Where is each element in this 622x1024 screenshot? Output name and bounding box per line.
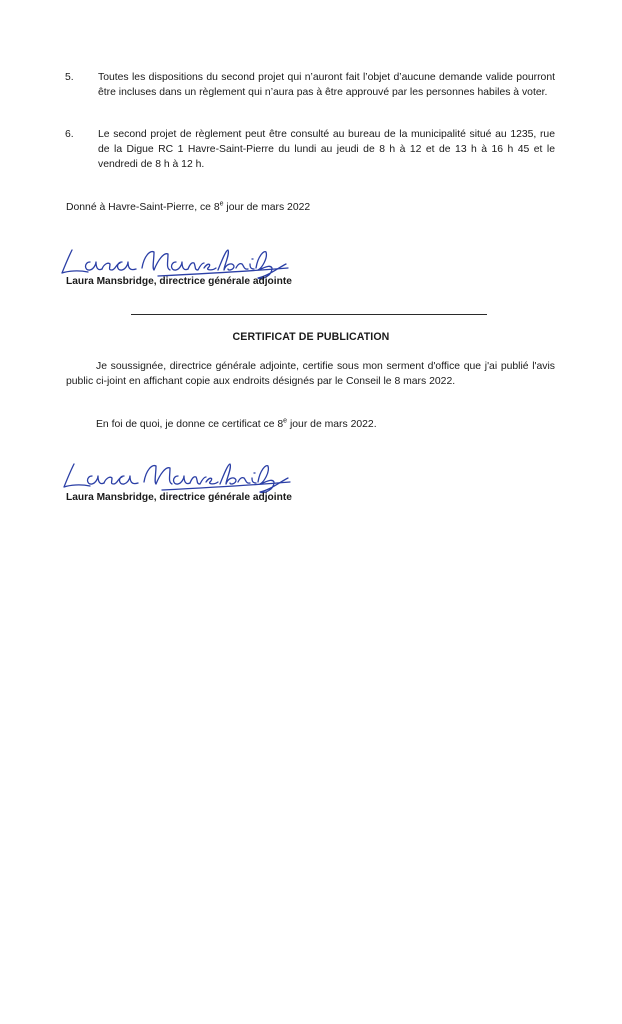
handwritten-signature-2 bbox=[58, 460, 318, 494]
cert-p2-suffix: jour de mars 2022. bbox=[287, 419, 377, 430]
given-prefix: Donné à Havre-Saint-Pierre, ce 8 bbox=[66, 202, 220, 213]
horizontal-divider bbox=[131, 314, 487, 315]
item-text: Toutes les dispositions du second projet qui n’auront fait l’objet d’aucune demande valide pourront être incluses dans un règlement qui n’aura pas à être approuvé par les personnes habiles à voter. bbox=[98, 72, 555, 98]
item-text: Le second projet de règlement peut être consulté au bureau de la municipalité situé au 1235, rue de la Digue RC 1 Havre-Saint-Pierre du lundi au jeudi de 8 h à 12 et de 13 h à 16 h 45 et le vendredi de 8 h à 12 h. bbox=[98, 129, 555, 170]
cert-p2-prefix: En foi de quoi, je donne ce certificat ce 8 bbox=[96, 419, 284, 430]
certificate-paragraph-2 bbox=[66, 417, 555, 432]
certificate-title: CERTIFICAT DE PUBLICATION bbox=[232, 331, 390, 343]
list-item-6 bbox=[63, 127, 555, 172]
given-sup: e bbox=[219, 200, 224, 208]
signature-drawing bbox=[58, 460, 318, 494]
item-number: 5. bbox=[65, 72, 74, 83]
signer-name-1: Laura Mansbridge, directrice générale adjointe bbox=[66, 276, 292, 287]
cert-p2-sup: e bbox=[283, 417, 288, 425]
handwritten-signature-1 bbox=[58, 246, 318, 280]
given-at-line bbox=[66, 200, 310, 215]
certificate-paragraph-1: Je soussignée, directrice générale adjointe, certifie sous mon serment d'office que j'ai publié l'avis public ci-joint en affichant copie aux endroits désignés par le Conseil le 8 mars 2022. bbox=[66, 361, 555, 387]
signer-name-2: Laura Mansbridge, directrice générale adjointe bbox=[66, 492, 292, 503]
list-item-5 bbox=[63, 70, 555, 100]
item-number: 6. bbox=[65, 129, 74, 140]
given-suffix: jour de mars 2022 bbox=[223, 202, 311, 213]
signature-drawing bbox=[58, 246, 318, 280]
